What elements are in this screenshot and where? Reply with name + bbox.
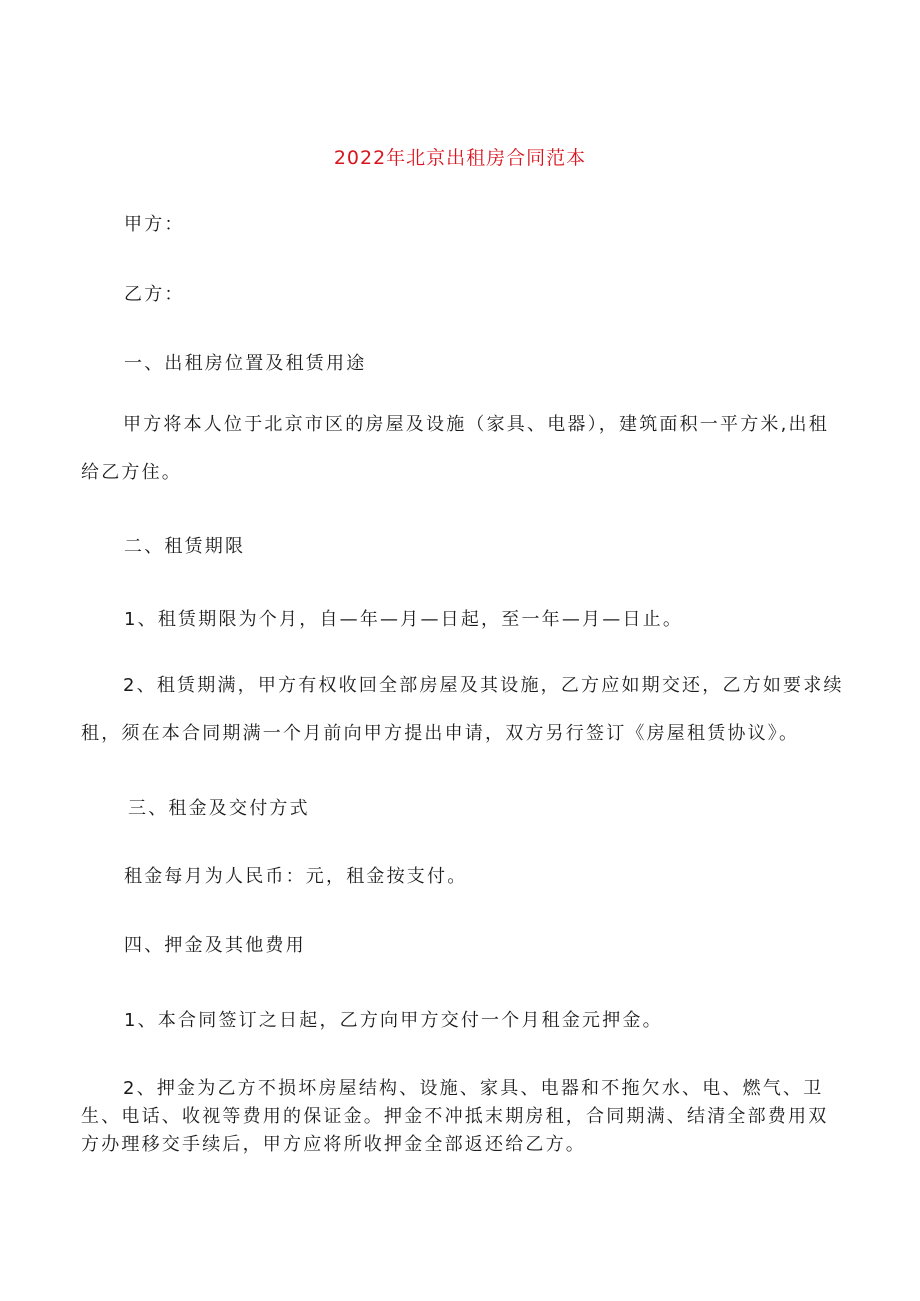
section-2-item-1: 1、租赁期限为个月，自—年—月—日起，至一年—月—日止。 — [124, 609, 684, 630]
section-4-heading: 四、押金及其他费用 — [124, 935, 306, 956]
section-4-item-2: 2、押金为乙方不损坏房屋结构、设施、家具、电器和不拖欠水、电、燃气、卫生、电话、收视等费用的保证金。押金不冲抵末期房租，合同期满、结清全部费用双方办理移交手续后，甲方应将所收押金全部返还给乙方。 — [81, 1078, 829, 1155]
document-title: 2022年北京出租房合同范本 — [333, 147, 587, 169]
section-3-text: 租金每月为人民币：元，租金按支付。 — [124, 866, 468, 887]
party-a-label: 甲方： — [124, 214, 185, 235]
section-2-heading: 二、租赁期限 — [124, 536, 246, 557]
section-1-heading: 一、出租房位置及租赁用途 — [124, 353, 367, 374]
section-4-item-1: 1、本合同签订之日起，乙方向甲方交付一个月租金元押金。 — [124, 1010, 663, 1031]
party-b-label: 乙方： — [124, 284, 185, 305]
section-1-text: 甲方将本人位于北京市区的房屋及设施（家具、电器），建筑面积一平方米,出租给乙方住。 — [81, 414, 829, 483]
section-3-heading: 三、租金及交付方式 — [128, 798, 310, 819]
section-2-item-2: 2、租赁期满，甲方有权收回全部房屋及其设施，乙方应如期交还，乙方如要求续租，须在本合同期满一个月前向甲方提出申请，双方另行签订《房屋租赁协议》。 — [81, 675, 844, 744]
